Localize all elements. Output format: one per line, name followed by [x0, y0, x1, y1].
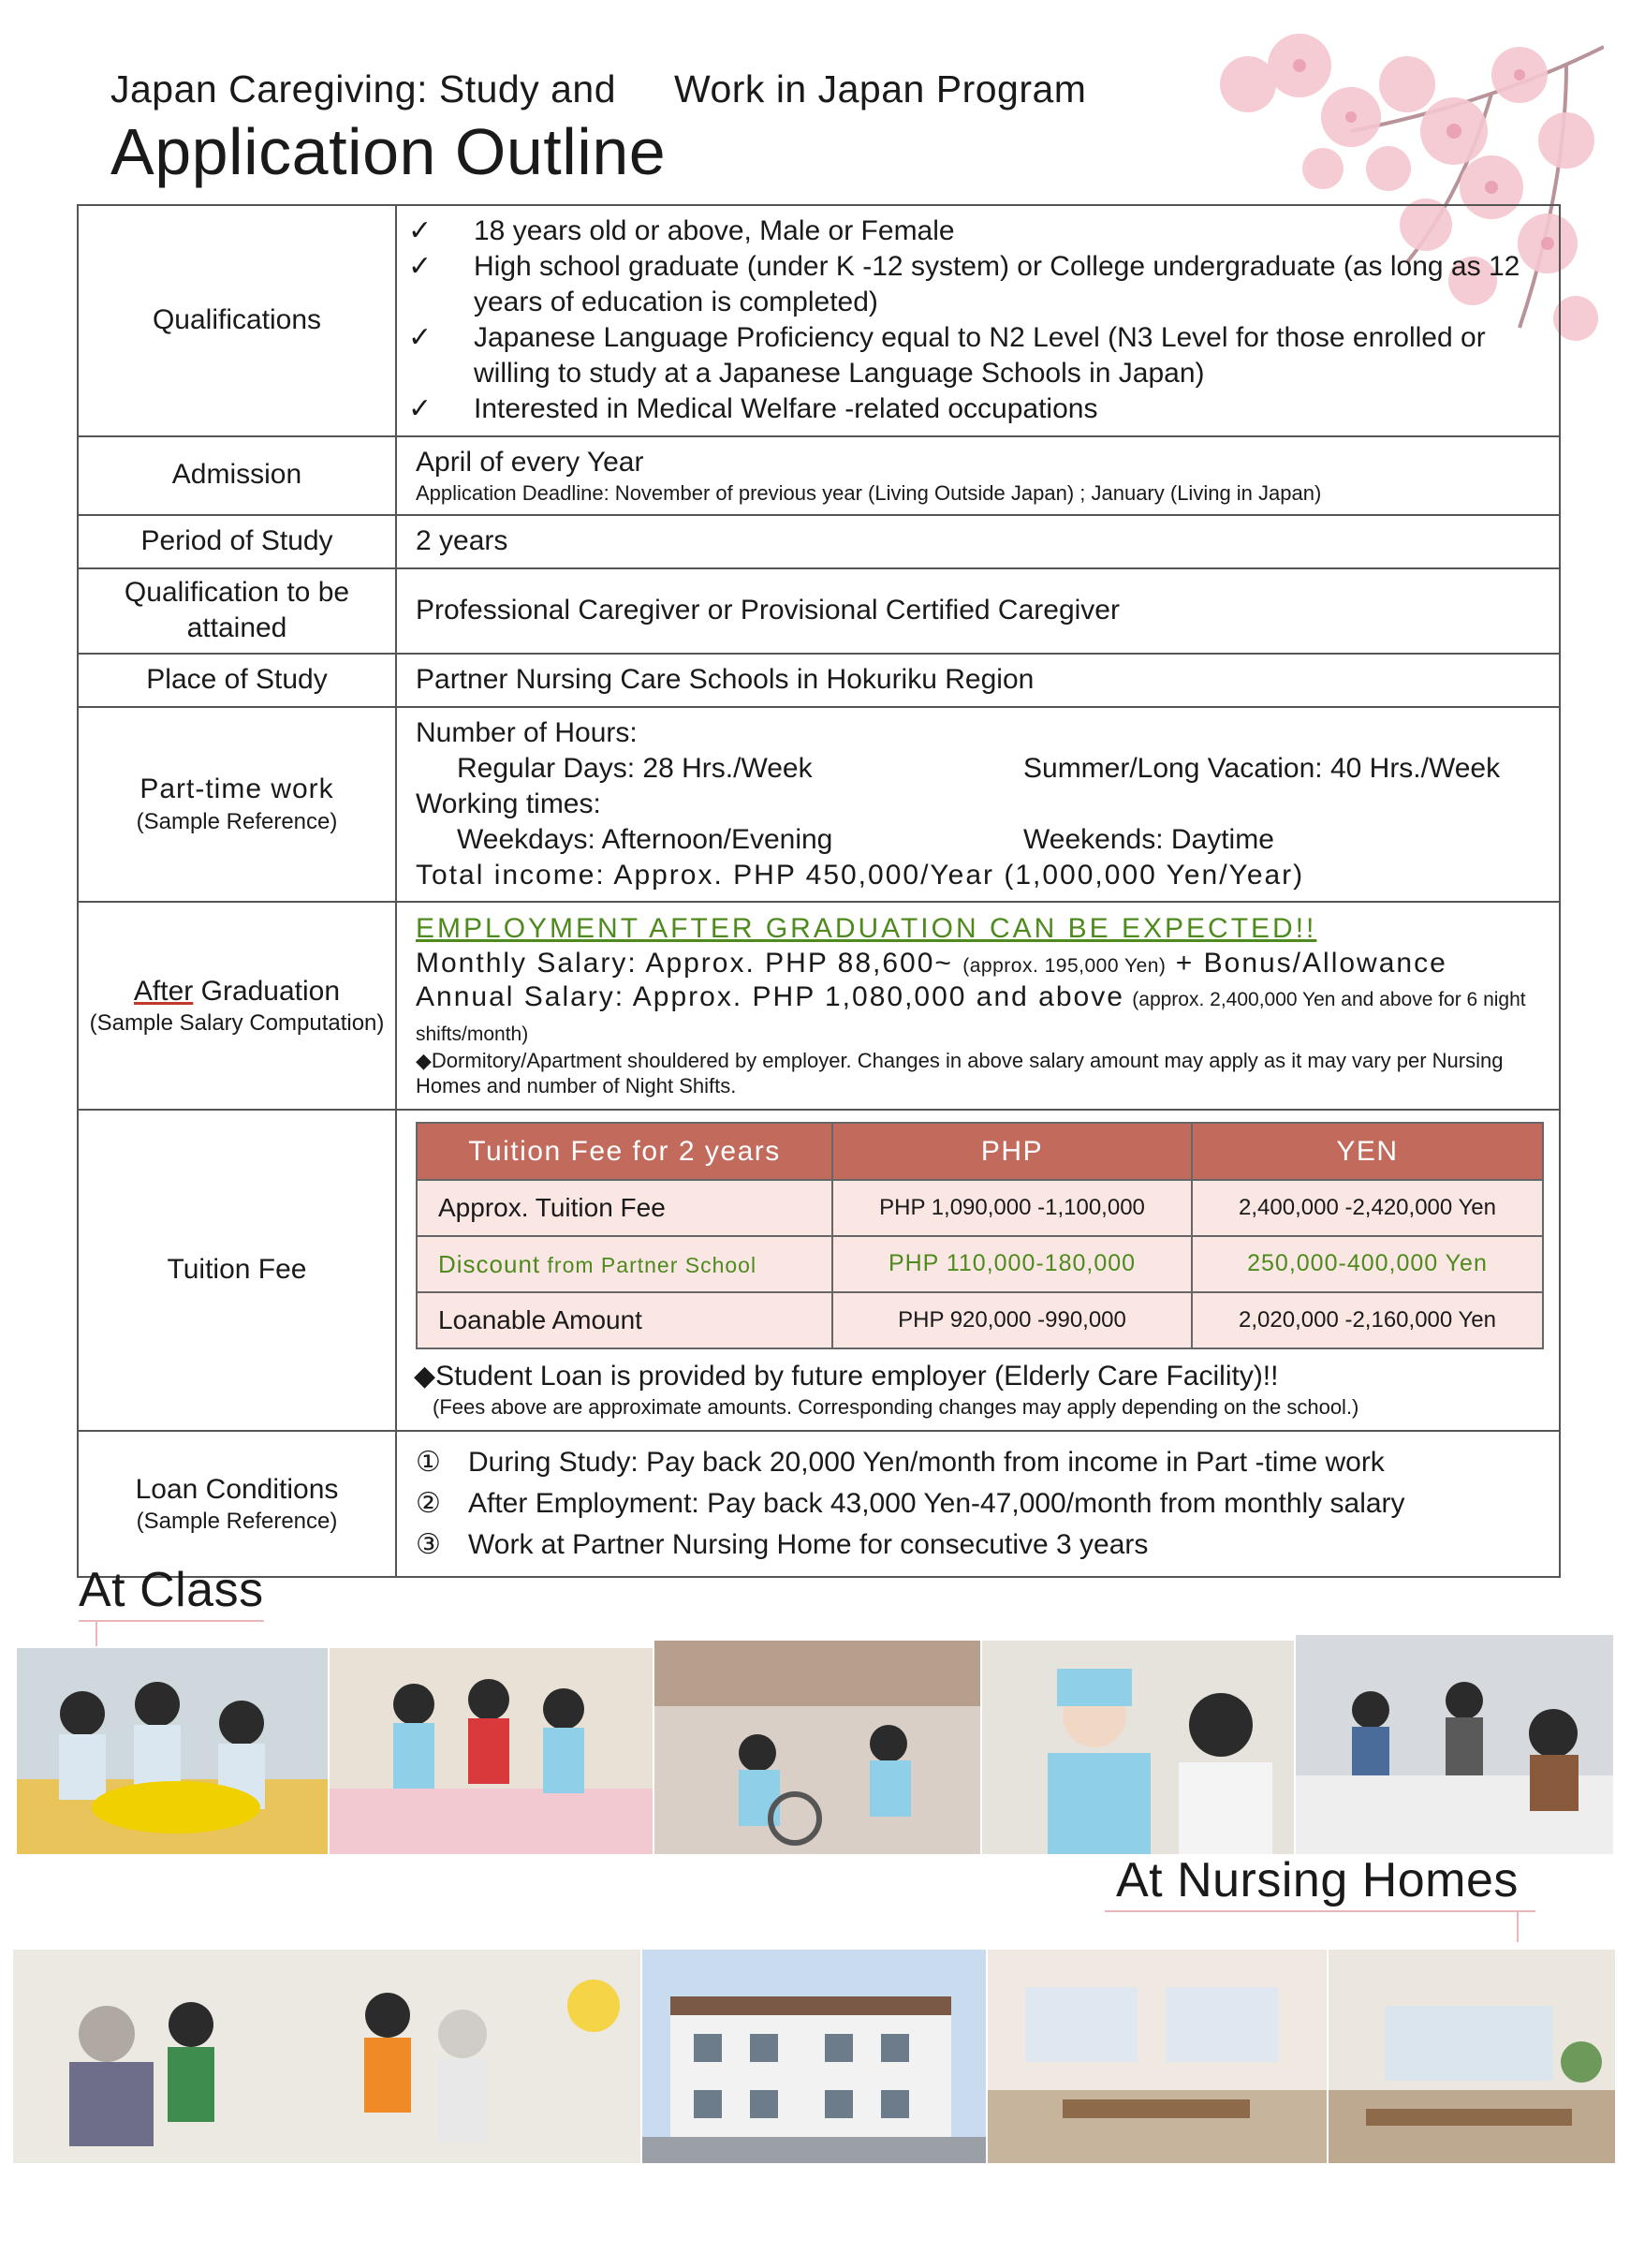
- label-graduation: Graduation: [193, 975, 341, 1007]
- approx-php: PHP 1,090,000 -1,100,000: [832, 1180, 1192, 1236]
- section-underline: [1105, 1910, 1535, 1912]
- approx-yen: 2,400,000 -2,420,000 Yen: [1192, 1180, 1543, 1236]
- fee-header-yen: YEN: [1192, 1123, 1543, 1180]
- circled-number: ②: [416, 1488, 441, 1520]
- monthly-salary-yen: (approx. 195,000 Yen): [962, 954, 1167, 977]
- photo-bath-training: [17, 1648, 328, 1854]
- label-period: Period of Study: [78, 515, 396, 568]
- tuition-fee-table: [416, 1122, 1544, 1349]
- annual-salary-yen: (approx. 2,400,000 Yen and above for 6 night shifts/month): [416, 989, 1526, 1045]
- loan-conditions-sublabel: (Sample Reference): [136, 1509, 338, 1535]
- dormitory-note: ◆Dormitory/Apartment shouldered by employer. Changes in above salary amount may apply as it may vary per Nursing Homes and number of Night Shifts.: [416, 1049, 1504, 1098]
- fee-row-loanable: [417, 1292, 1543, 1348]
- discount-label-small: from Partner School: [540, 1252, 757, 1277]
- row-qualifications: [78, 205, 1560, 436]
- discount-label: Discount: [438, 1249, 541, 1278]
- qualification-item: ✓ High school graduate (under K -12 system) or College undergraduate (as long as 12 years of education is completed): [406, 249, 1540, 320]
- page-title: Application Outline: [110, 115, 667, 188]
- photo-nursing-home-interior-1: [988, 1950, 1327, 2163]
- label-after: After: [133, 975, 194, 1007]
- row-after-graduation: [78, 902, 1560, 1110]
- checkmark-icon: ✓: [408, 251, 433, 283]
- row-period: [78, 515, 1560, 568]
- place-value: Partner Nursing Care Schools in Hokuriku Region: [396, 654, 1560, 707]
- loanable-label: Loanable Amount: [417, 1292, 832, 1348]
- times-heading: Working times:: [416, 788, 601, 819]
- section-underline: [79, 1620, 264, 1622]
- photo-bed-training: [330, 1648, 653, 1854]
- loanable-php: PHP 920,000 -990,000: [832, 1292, 1192, 1348]
- admission-value: April of every Year: [416, 446, 644, 478]
- weekend-times: Weekends: Daytime: [1023, 823, 1274, 855]
- qualification-item: ✓ Interested in Medical Welfare -related occupations: [406, 391, 1540, 427]
- label-tuition: Tuition Fee: [78, 1110, 396, 1431]
- qualification-item: ✓ Japanese Language Proficiency equal to N2 Level (N3 Level for those enrolled or willing to study at a Japanese Language Schools in Japan): [406, 320, 1540, 391]
- weekday-times: Weekdays: Afternoon/Evening: [457, 823, 833, 855]
- section-title-at-nursing-homes: At Nursing Homes: [1116, 1853, 1519, 1907]
- monthly-bonus: + Bonus/Allowance: [1175, 947, 1447, 979]
- row-parttime: [78, 707, 1560, 902]
- checkmark-icon: ✓: [408, 393, 433, 425]
- annual-salary: Annual Salary: Approx. PHP 1,080,000 and above: [416, 981, 1124, 1013]
- row-place: [78, 654, 1560, 707]
- regular-hours: Regular Days: 28 Hrs./Week: [457, 752, 813, 784]
- fee-row-approx: [417, 1180, 1543, 1236]
- row-qualification-attained: [78, 568, 1560, 654]
- circled-number: ③: [416, 1529, 441, 1561]
- photo-nursing-home-activities: [13, 1950, 640, 2163]
- loan-condition-item: ③ Work at Partner Nursing Home for consecutive 3 years: [416, 1527, 1540, 1563]
- application-outline-table: [77, 204, 1561, 1578]
- student-loan-note: ◆Student Loan is provided by future employer (Elderly Care Facility)!!: [414, 1361, 1279, 1392]
- label-loan-conditions: Loan Conditions: [135, 1473, 339, 1505]
- label-parttime: Part-time work: [140, 773, 334, 805]
- label-place: Place of Study: [78, 654, 396, 707]
- row-loan-conditions: [78, 1431, 1560, 1577]
- photo-wheelchair-training: [654, 1641, 980, 1854]
- loan-condition-item: ① During Study: Pay back 20,000 Yen/month from income in Part -time work: [416, 1445, 1540, 1480]
- section-tick: [1517, 1910, 1519, 1942]
- section-title-at-class: At Class: [79, 1563, 264, 1617]
- summer-hours: Summer/Long Vacation: 40 Hrs./Week: [1023, 752, 1501, 784]
- program-subtitle: [110, 67, 1086, 111]
- subtitle-part1: Japan Caregiving: Study and: [110, 67, 617, 110]
- subtitle-part2: Work in Japan Program: [674, 67, 1087, 110]
- photo-classroom: [1296, 1635, 1613, 1854]
- qualification-attained-value: Professional Caregiver or Provisional Certified Caregiver: [396, 568, 1560, 654]
- section-tick: [95, 1620, 97, 1646]
- fees-note: (Fees above are approximate amounts. Corresponding changes may apply depending on the school.): [433, 1395, 1359, 1420]
- after-graduation-sublabel: (Sample Salary Computation): [89, 1009, 385, 1036]
- photo-nursing-home-interior-2: [1329, 1950, 1615, 2163]
- row-tuition: [78, 1110, 1560, 1431]
- fee-header-php: PHP: [832, 1123, 1192, 1180]
- checkmark-icon: ✓: [408, 215, 433, 246]
- photo-feeding-training: [982, 1641, 1294, 1854]
- total-income: Total income: Approx. PHP 450,000/Year (1,000,000 Yen/Year): [416, 859, 1305, 891]
- loan-condition-item: ② After Employment: Pay back 43,000 Yen-47,000/month from monthly salary: [416, 1486, 1540, 1522]
- monthly-salary: Monthly Salary: Approx. PHP 88,600~: [416, 947, 953, 979]
- discount-yen: 250,000-400,000 Yen: [1192, 1236, 1543, 1292]
- fee-header-label: Tuition Fee for 2 years: [417, 1123, 832, 1180]
- label-qualifications: Qualifications: [78, 205, 396, 436]
- circled-number: ①: [416, 1447, 441, 1479]
- fee-row-discount: [417, 1236, 1543, 1292]
- label-admission: Admission: [78, 436, 396, 515]
- parttime-sublabel: (Sample Reference): [136, 808, 338, 834]
- qualifications-list: [396, 205, 1560, 436]
- loanable-yen: 2,020,000 -2,160,000 Yen: [1192, 1292, 1543, 1348]
- employment-headline: EMPLOYMENT AFTER GRADUATION CAN BE EXPECTED!!: [416, 913, 1317, 945]
- approx-label: Approx. Tuition Fee: [417, 1180, 832, 1236]
- qualification-item: ✓ 18 years old or above, Male or Female: [406, 214, 1540, 249]
- admission-deadline: Application Deadline: November of previous year (Living Outside Japan) ; January (Living in Japan): [416, 480, 1322, 505]
- label-qualification-attained: Qualification to be attained: [78, 568, 396, 654]
- period-value: 2 years: [396, 515, 1560, 568]
- discount-php: PHP 110,000-180,000: [832, 1236, 1192, 1292]
- hours-heading: Number of Hours:: [416, 716, 638, 748]
- photo-nursing-home-building: [642, 1950, 986, 2163]
- row-admission: [78, 436, 1560, 515]
- checkmark-icon: ✓: [408, 322, 433, 354]
